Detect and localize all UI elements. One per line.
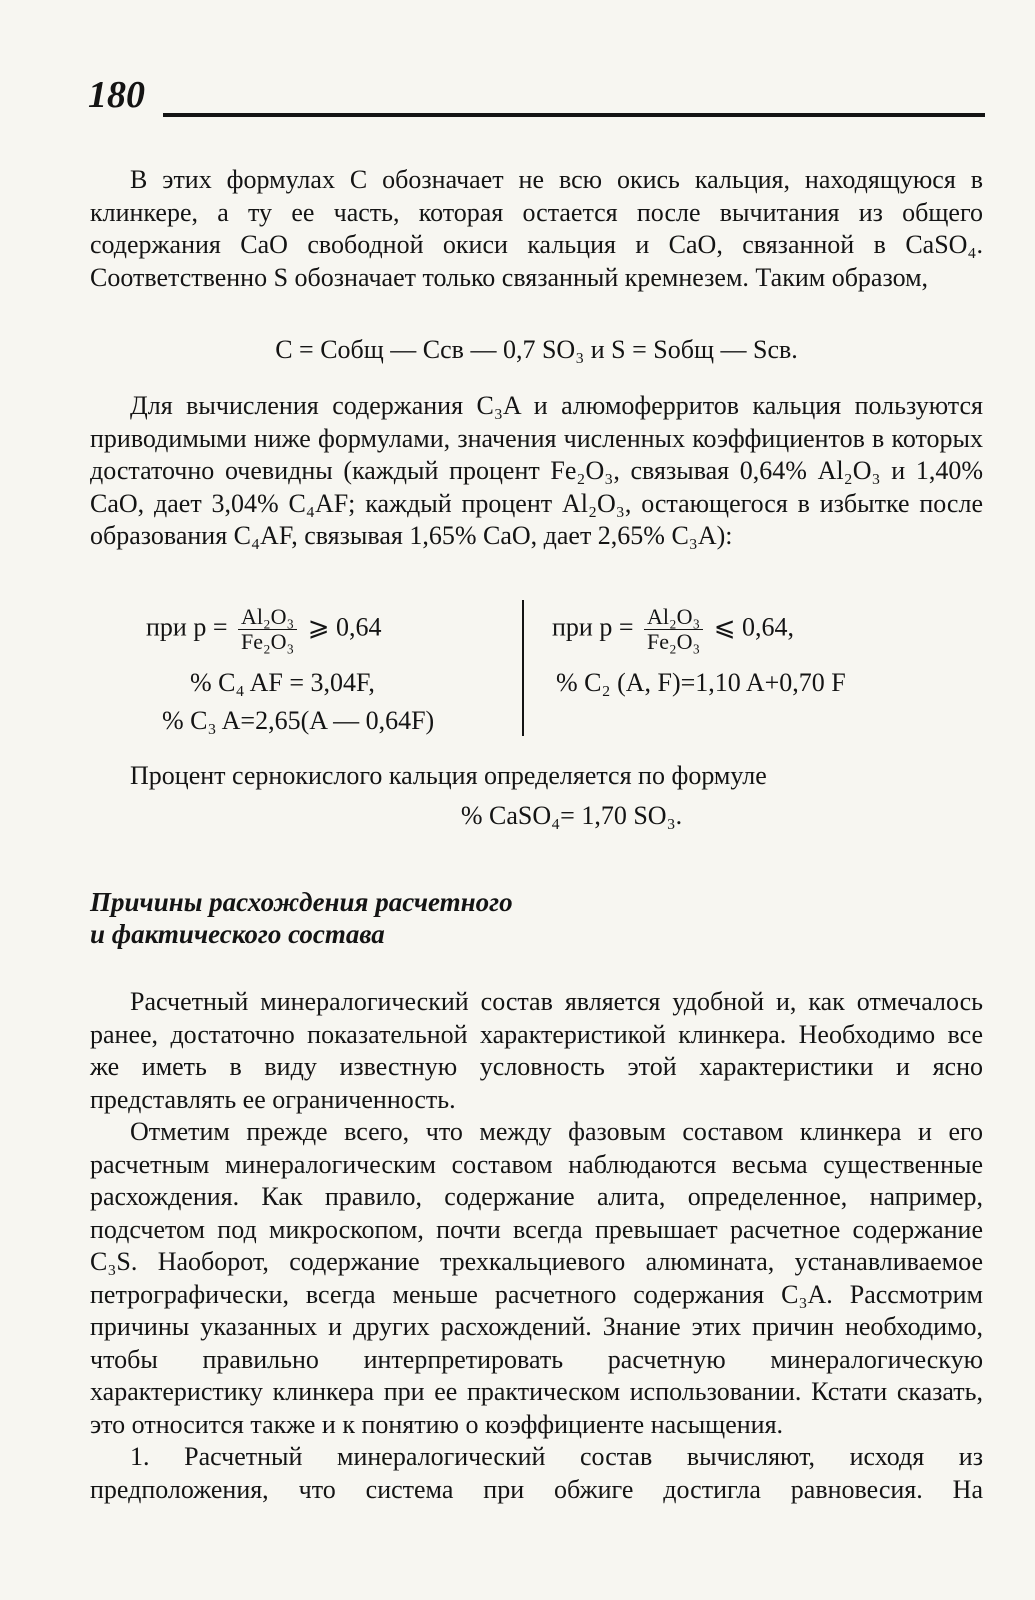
ratio-fraction-left: [238, 606, 297, 653]
text-block-4: [90, 986, 983, 1506]
condition-right-suffix: ⩽ 0,64,: [713, 612, 795, 642]
page-header: [88, 72, 985, 122]
fraction-denominator: Fe₂O₃: [647, 629, 701, 654]
paragraph-point-1: 1. Расчетный минералогический состав вычисляют, исходя из предположения, что система при обжиге достигла равновесия. На: [90, 1442, 983, 1504]
fraction-numerator: Al₂O₃: [644, 606, 703, 630]
equation-c-s: C = Cобщ — Cсв — 0,7 SO₃ и S = Sобщ — Sсв.: [275, 335, 798, 364]
formula-column-left: [90, 598, 520, 738]
page-number: 180: [88, 74, 145, 116]
text-block-3: [90, 760, 983, 793]
paragraph-caso4: Процент сернокислого кальция определяется по формуле: [130, 761, 767, 790]
text-block-1: [90, 164, 983, 294]
paragraph-formula-explanation: В этих формулах C обозначает не всю окись кальция, находящуюся в клинкере, а ту ее часть, которая остается после вычитания из общего содержания CaO свободной окиси кальция и CaO, связанной в CaSO₄. Соответственно S обозначает только связанный кремнезем. Таким образом,: [90, 165, 983, 292]
condition-right-prefix: при p =: [552, 612, 634, 642]
condition-right: [552, 606, 794, 653]
formula-c2af: % C₂ (A, F)=1,10 A+0,70 F: [556, 668, 846, 697]
paragraph-discrepancies: Отметим прежде всего, что между фазовым составом клинкера и его расчетным минералогическим составом наблюдаются весьма существенные расхождения. Как правило, содержание алита, определенное, например, подсчетом под микроскопом, почти всегда превышает расчетное содержание C₃S. Наоборот, содержание трехкальциевого алюмината, устанавливаемое петрографически, всегда меньше расчетного содержания C₃A. Рассмотрим причины указанных и других расхождений. Знание этих причин необходимо, чтобы правильно интерпретировать расчетную минералогическую характеристику клинкера при ее практическом использовании. Кстати сказать, это относится также и к понятию о коэффициенте насыщения.: [90, 1117, 983, 1439]
section-heading-line-2: и фактического состава: [90, 919, 385, 949]
header-rule: [163, 113, 985, 117]
fraction-denominator: Fe₂O₃: [241, 629, 295, 654]
paragraph-calculated-composition: Расчетный минералогический состав является удобной и, как отмечалось ранее, достаточно показательной характеристикой клинкера. Необходимо все же иметь в виду известную условность этой характеристики и ясно представлять ее ограниченность.: [90, 987, 983, 1114]
formula-column-right: [540, 598, 983, 738]
fraction-numerator: Al₂O₃: [238, 606, 297, 630]
condition-left-prefix: при p =: [146, 612, 228, 642]
text-block-2: [90, 390, 983, 553]
condition-left: [146, 606, 382, 653]
paragraph-c3a-calculation: Для вычисления содержания C₃A и алюмоферритов кальция пользуются приводимыми ниже формулами, значения численных коэффициентов в которых достаточно очевидны (каждый процент Fe₂O₃, связывая 0,64% Al₂O₃ и 1,40% CaO, дает 3,04% C₄AF; каждый процент Al₂O₃, остающегося в избытке после образования C₄AF, связывая 1,65% CaO, дает 2,65% C₃A):: [90, 391, 983, 550]
section-heading: [90, 886, 790, 950]
formula-c4af: % C₄ AF = 3,04F,: [190, 668, 375, 697]
formula-table: [90, 598, 983, 738]
ratio-fraction-right: [644, 606, 703, 653]
equation-caso4: % CaSO₄= 1,70 SO₃.: [460, 801, 683, 830]
condition-left-suffix: ⩾ 0,64: [307, 612, 382, 642]
formula-c3a: % C₃ A=2,65(A — 0,64F): [162, 706, 435, 735]
section-heading-line-1: Причины расхождения расчетного: [90, 887, 513, 917]
column-divider: [522, 600, 524, 736]
